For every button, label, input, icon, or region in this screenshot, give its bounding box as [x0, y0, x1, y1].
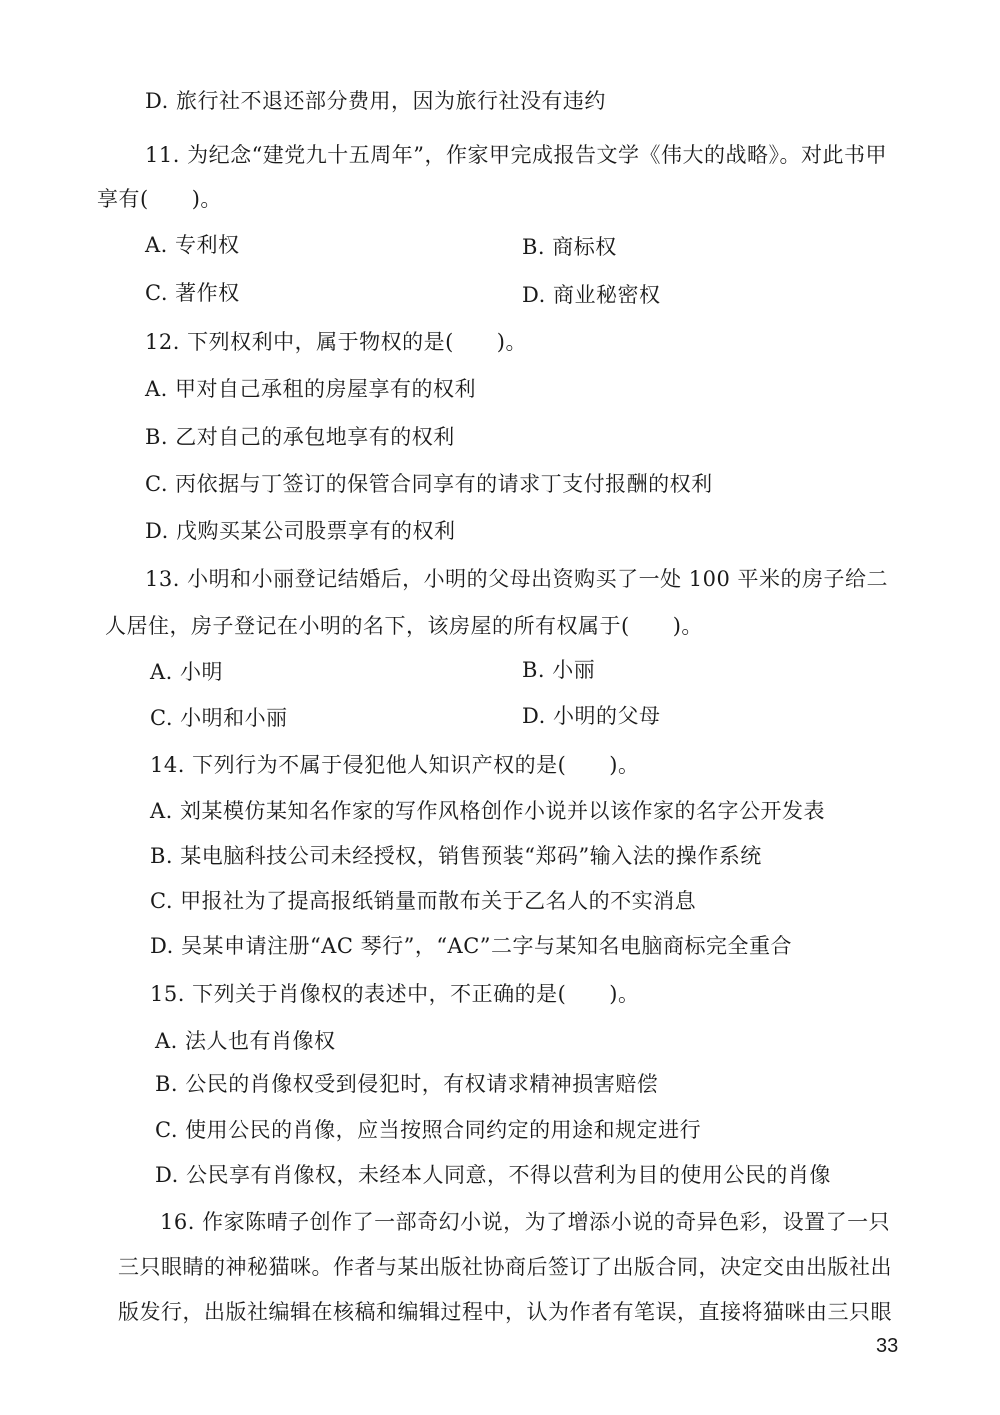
q10-option-d: D. 旅行社不退还部分费用，因为旅行社没有违约 — [145, 89, 606, 113]
q14-option-b: B. 某电脑科技公司未经授权，销售预装“郑码”输入法的操作系统 — [150, 844, 762, 868]
q15-stem: 15. 下列关于肖像权的表述中，不正确的是( )。 — [150, 982, 640, 1006]
q12-option-c: C. 丙依据与丁签订的保管合同享有的请求丁支付报酬的权利 — [145, 472, 713, 496]
q16-stem-line1: 16. 作家陈晴子创作了一部奇幻小说，为了增添小说的奇异色彩，设置了一只 — [160, 1210, 891, 1234]
q11-option-d: D. 商业秘密权 — [522, 283, 661, 307]
q15-option-b: B. 公民的肖像权受到侵犯时，有权请求精神损害赔偿 — [155, 1072, 659, 1096]
q14-stem: 14. 下列行为不属于侵犯他人知识产权的是( )。 — [150, 753, 640, 777]
q12-option-d: D. 戊购买某公司股票享有的权利 — [145, 519, 456, 543]
q11-option-b: B. 商标权 — [522, 235, 617, 259]
q13-option-c: C. 小明和小丽 — [150, 706, 288, 730]
q13-option-b: B. 小丽 — [522, 658, 596, 682]
q16-stem-line3: 版发行，出版社编辑在核稿和编辑过程中，认为作者有笔误，直接将猫咪由三只眼 — [118, 1300, 892, 1324]
q14-option-a: A. 刘某模仿某知名作家的写作风格创作小说并以该作家的名字公开发表 — [150, 799, 826, 823]
q13-stem-line2: 人居住，房子登记在小明的名下，该房屋的所有权属于( )。 — [105, 614, 703, 638]
page-number: 33 — [876, 1335, 899, 1357]
q16-stem-line2: 三只眼睛的神秘猫咪。作者与某出版社协商后签订了出版合同，决定交由出版社出 — [118, 1255, 892, 1279]
q15-option-d: D. 公民享有肖像权，未经本人同意，不得以营利为目的使用公民的肖像 — [155, 1163, 831, 1187]
q12-option-a: A. 甲对自己承租的房屋享有的权利 — [145, 377, 477, 401]
q14-option-d: D. 吴某申请注册“AC 琴行”，“AC”二字与某知名电脑商标完全重合 — [150, 934, 793, 958]
q11-stem-line2: 享有( )。 — [97, 187, 222, 211]
q12-stem: 12. 下列权利中，属于物权的是( )。 — [145, 330, 527, 354]
q13-option-d: D. 小明的父母 — [522, 704, 661, 728]
q15-option-c: C. 使用公民的肖像，应当按照合同约定的用途和规定进行 — [155, 1118, 702, 1142]
q13-stem-line1: 13. 小明和小丽登记结婚后，小明的父母出资购买了一处 100 平米的房子给二 — [145, 567, 889, 591]
q11-option-a: A. 专利权 — [145, 233, 240, 257]
q11-stem-line1: 11. 为纪念“建党九十五周年”，作家甲完成报告文学《伟大的战略》。对此书甲 — [145, 143, 888, 167]
q15-option-a: A. 法人也有肖像权 — [155, 1029, 336, 1053]
q13-option-a: A. 小明 — [150, 660, 224, 684]
q11-option-c: C. 著作权 — [145, 281, 240, 305]
q12-option-b: B. 乙对自己的承包地享有的权利 — [145, 425, 455, 449]
q14-option-c: C. 甲报社为了提高报纸销量而散布关于乙名人的不实消息 — [150, 889, 697, 913]
